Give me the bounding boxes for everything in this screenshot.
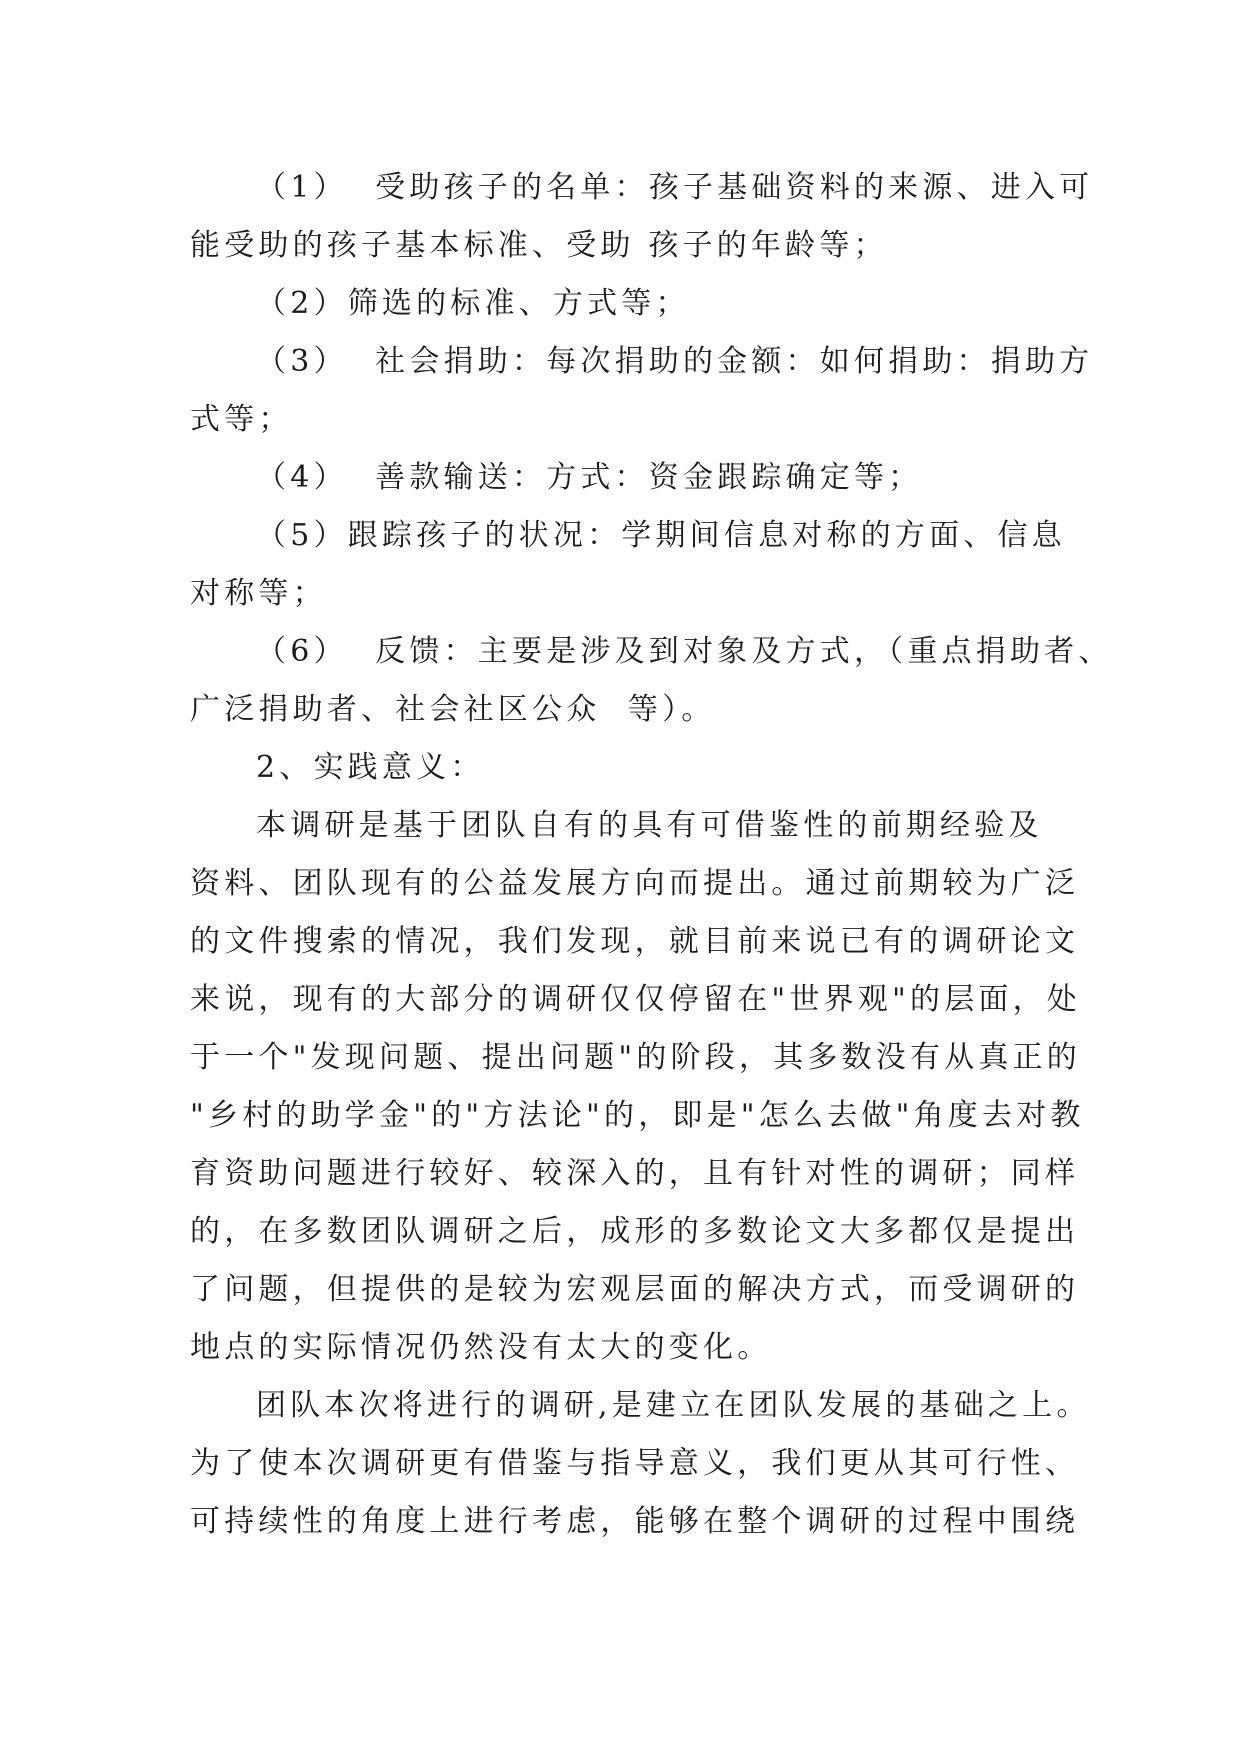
paragraph-line: 育资助问题进行较好、较深入的，且有针对性的调研；同样 [190,1156,1080,1191]
paragraph-line: 了问题，但提供的是较为宏观层面的解决方式，而受调研的 [190,1272,1080,1307]
paragraph-line: 来说，现有的大部分的调研仅仅停留在"世界观"的层面，处 [190,982,1081,1017]
paragraph-line: （3） 社会捐助：每次捐助的金额：如何捐助：捐助方 [256,344,1094,379]
paragraph-line: 本调研是基于团队自有的具有可借鉴性的前期经验及 [256,808,1043,843]
paragraph-line: （5）跟踪孩子的状况：学期间信息对称的方面、信息 [256,518,1066,553]
paragraph-line: （2）筛选的标准、方式等； [256,286,690,321]
section-heading: 2、实践意义： [256,750,485,785]
paragraph-line: 广泛捐助者、社会社区公众 等）。 [190,692,716,727]
paragraph-line: 地点的实际情况仍然没有太大的变化。 [190,1330,772,1365]
paragraph-line: （6） 反馈：主要是涉及到对象及方式，（重点捐助者、 [256,634,1113,669]
paragraph-line: （1） 受助孩子的名单：孩子基础资料的来源、进入可 [256,170,1094,205]
paragraph-line: 资料、团队现有的公益发展方向而提出。通过前期较为广泛 [190,866,1080,901]
paragraph-line: 能受助的孩子基本标准、受助 孩子的年龄等； [190,228,888,263]
paragraph-line: "乡村的助学金"的"方法论"的，即是"怎么去做"角度去对教 [190,1098,1085,1133]
paragraph-line: 的，在多数团队调研之后，成形的多数论文大多都仅是提出 [190,1214,1080,1249]
paragraph-line: 于一个"发现问题、提出问题"的阶段，其多数没有从真正的 [190,1040,1081,1075]
paragraph-line: 对称等； [190,576,327,611]
paragraph-line: 为了使本次调研更有借鉴与指导意义，我们更从其可行性、 [190,1446,1080,1481]
paragraph-line: （4） 善款输送：方式：资金跟踪确定等； [256,460,923,495]
paragraph-line: 式等； [190,402,293,437]
paragraph-line: 的文件搜索的情况，我们发现，就目前来说已有的调研论文 [190,924,1080,959]
paragraph-line: 可持续性的角度上进行考虑，能够在整个调研的过程中围绕 [190,1504,1080,1539]
paragraph-line: 团队本次将进行的调研,是建立在团队发展的基础之上。 [256,1388,1091,1423]
